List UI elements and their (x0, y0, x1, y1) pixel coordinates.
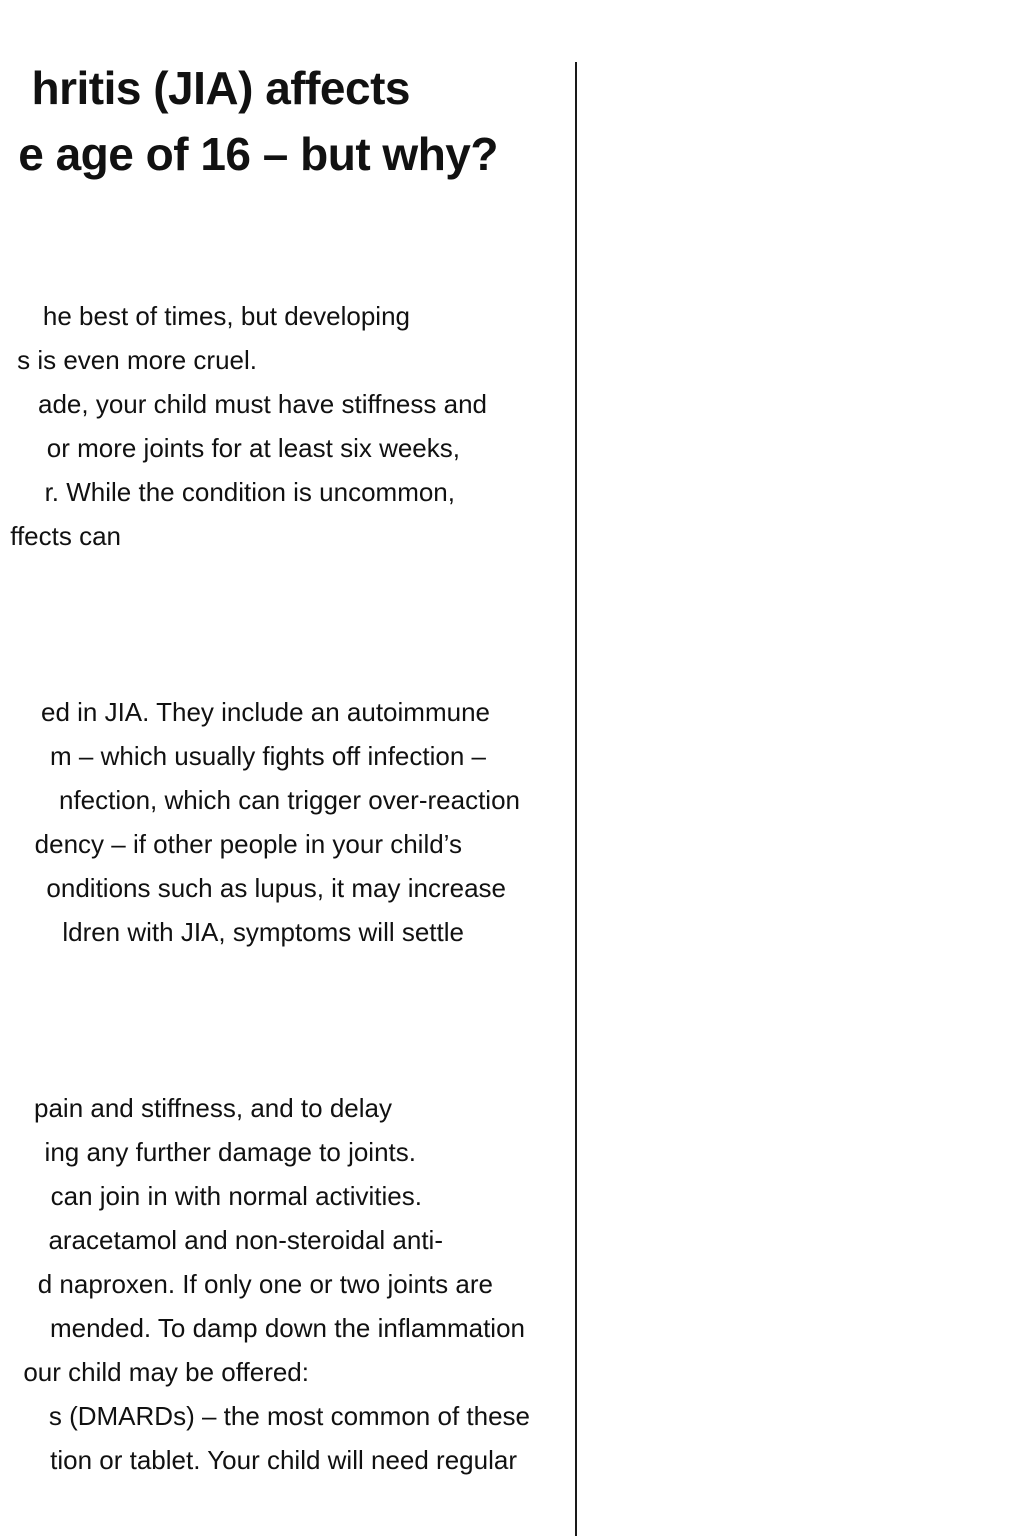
column-divider (575, 62, 577, 1536)
text-line: he best of times, but developing (42, 301, 410, 331)
text-line: ade, your child must have stiffness and (38, 389, 487, 419)
text-line: pain and stiffness, and to delay (34, 1093, 392, 1123)
text-line: s is even more cruel. (17, 345, 257, 375)
text-line: or more joints for at least six weeks, (46, 433, 460, 463)
text-line: ffects can (10, 521, 121, 551)
text-line: can join in with normal activities. (50, 1181, 422, 1211)
text-line: m – which usually fights off infection – (50, 741, 486, 771)
text-line: aracetamol and non-steroidal anti- (48, 1225, 443, 1255)
text-line: ldren with JIA, symptoms will settle (62, 917, 464, 947)
text-line: tion or tablet. Your child will need regular (50, 1445, 517, 1475)
text-line: ing any further damage to joints. (44, 1137, 416, 1167)
text-line: onditions such as lupus, it may increase (46, 873, 506, 903)
paragraph-intro (0, 294, 560, 558)
text-line: ed in JIA. They include an autoimmune (40, 697, 490, 727)
text-line: nfection, which can trigger over-reaction (58, 785, 520, 815)
paragraph-causes (0, 690, 560, 954)
title-line: e age of 16 – but why? (18, 128, 498, 180)
text-line: mended. To damp down the inflammation (49, 1313, 525, 1343)
text-line: r. While the condition is uncommon, (44, 477, 455, 507)
paragraph-treatment (0, 1086, 560, 1482)
text-line: dency – if other people in your child’s (34, 829, 462, 859)
text-line: d naproxen. If only one or two joints are (37, 1269, 493, 1299)
text-line: s (DMARDs) – the most common of these (48, 1401, 530, 1431)
title-line: hritis (JIA) affects (31, 62, 410, 114)
text-line: our child may be offered: (23, 1357, 309, 1387)
